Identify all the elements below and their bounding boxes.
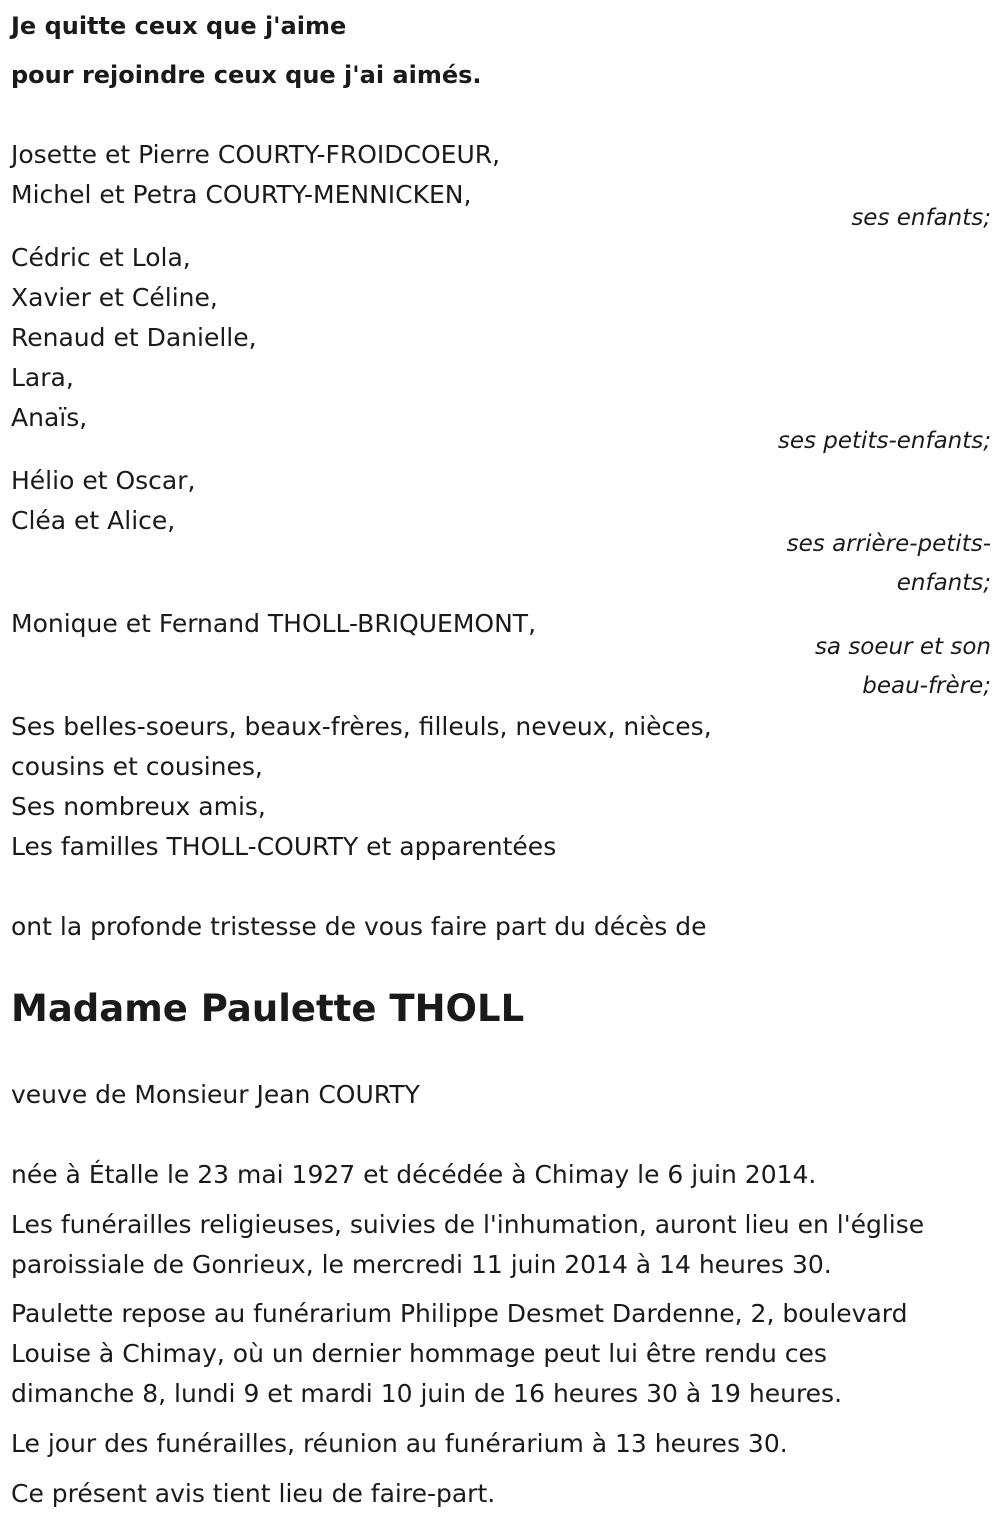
closing: Ce présent avis tient lieu de faire-part. [11, 1479, 496, 1508]
meeting: Le jour des funérailles, réunion au funérarium à 13 heures 30. [11, 1429, 788, 1458]
children-line: Josette et Pierre COURTY-FROIDCOEUR, [11, 140, 501, 169]
great-grandchildren-line: Hélio et Oscar, [11, 466, 196, 495]
widow-of: veuve de Monsieur Jean COURTY [11, 1080, 420, 1109]
deceased-name: Madame Paulette THOLL [11, 987, 525, 1030]
great-grandchildren-line: Cléa et Alice, [11, 506, 176, 535]
relation-children: ses enfants; [851, 205, 991, 231]
visitation-line: Louise à Chimay, où un dernier hommage peut lui être rendu ces [11, 1339, 827, 1368]
announcement: ont la profonde tristesse de vous faire part du décès de [11, 912, 707, 941]
grandchildren-line: Cédric et Lola, [11, 243, 191, 272]
others-line: Ses belles-soeurs, beaux-frères, filleuls, neveux, nièces, [11, 712, 712, 741]
visitation-line: dimanche 8, lundi 9 et mardi 10 juin de 16 heures 30 à 19 heures. [11, 1379, 843, 1408]
grandchildren-line: Lara, [11, 363, 74, 392]
relation-grandchildren: ses petits-enfants; [777, 428, 991, 454]
birth-death: née à Étalle le 23 mai 1927 et décédée à Chimay le 6 juin 2014. [11, 1160, 817, 1189]
epigraph-line-1: Je quitte ceux que j'aime [11, 12, 347, 40]
relation-sibling-2: beau-frère; [862, 673, 991, 699]
grandchildren-line: Anaïs, [11, 403, 88, 432]
others-line: Les familles THOLL-COURTY et apparentées [11, 832, 557, 861]
sibling-line: Monique et Fernand THOLL-BRIQUEMONT, [11, 609, 537, 638]
grandchildren-line: Renaud et Danielle, [11, 323, 257, 352]
others-line: Ses nombreux amis, [11, 792, 266, 821]
epigraph-line-2: pour rejoindre ceux que j'ai aimés. [11, 61, 482, 89]
funeral-line: paroissiale de Gonrieux, le mercredi 11 juin 2014 à 14 heures 30. [11, 1250, 832, 1279]
others-line: cousins et cousines, [11, 752, 263, 781]
funeral-line: Les funérailles religieuses, suivies de l'inhumation, auront lieu en l'église [11, 1210, 925, 1239]
relation-great-grandchildren-1: ses arrière-petits- [786, 531, 991, 557]
relation-great-grandchildren-2: enfants; [896, 570, 991, 596]
visitation-line: Paulette repose au funérarium Philippe Desmet Dardenne, 2, boulevard [11, 1299, 908, 1328]
grandchildren-line: Xavier et Céline, [11, 283, 218, 312]
children-line: Michel et Petra COURTY-MENNICKEN, [11, 180, 472, 209]
relation-sibling-1: sa soeur et son [814, 634, 991, 660]
